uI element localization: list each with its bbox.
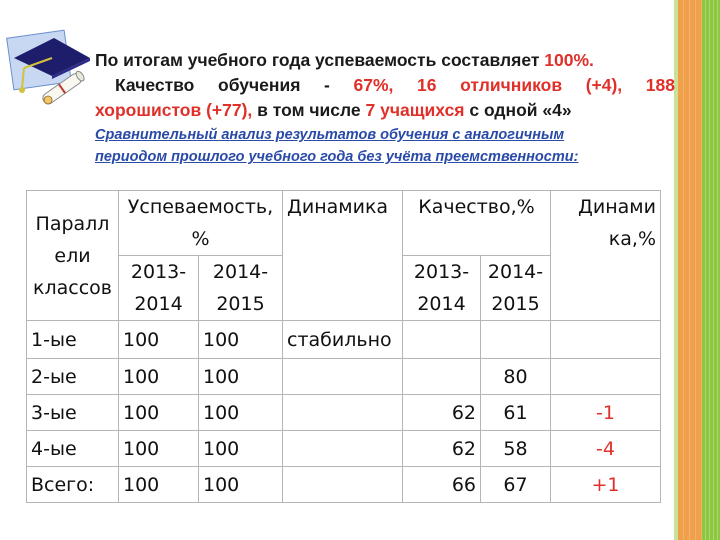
header-quality: Качество,% bbox=[403, 191, 551, 256]
header-parallel: Паралл ели классов bbox=[27, 191, 119, 321]
header-dynamics: Динамика bbox=[283, 191, 403, 321]
header-success-2014: 2014- 2015 bbox=[199, 256, 283, 321]
header-success-2013: 2013- 2014 bbox=[119, 256, 199, 321]
intro-line-3: хорошистов (+77), в том числе 7 учащихся с одной «4» bbox=[95, 100, 572, 120]
table-row: 4-ые 100 100 62 58 -4 bbox=[27, 431, 661, 467]
intro-text bbox=[95, 48, 675, 123]
decorative-stripes bbox=[674, 0, 720, 540]
results-table bbox=[26, 190, 661, 503]
intro-line-2: Качество обучения - 67%, 16 отличников (+4), 188 bbox=[115, 75, 675, 95]
table-row: 2-ые 100 100 80 bbox=[27, 359, 661, 395]
comparison-subtitle: Сравнительный анализ результатов обучения с аналогичным периодом прошлого учебного года без учёта преемственности: bbox=[95, 127, 579, 165]
table-row: 1-ые 100 100 стабильно bbox=[27, 321, 661, 359]
intro-line-1: По итогам учебного года успеваемость составляет 100%. bbox=[95, 50, 594, 70]
table-row: 3-ые 100 100 62 61 -1 bbox=[27, 395, 661, 431]
graduation-cap-diploma-icon bbox=[4, 28, 96, 108]
header-quality-dynamics: Динами ка,% bbox=[551, 191, 661, 321]
header-quality-2013: 2013- 2014 bbox=[403, 256, 481, 321]
header-success: Успеваемость, % bbox=[119, 191, 283, 256]
table-row-total: Всего: 100 100 66 67 +1 bbox=[27, 467, 661, 503]
header-quality-2014: 2014- 2015 bbox=[481, 256, 551, 321]
